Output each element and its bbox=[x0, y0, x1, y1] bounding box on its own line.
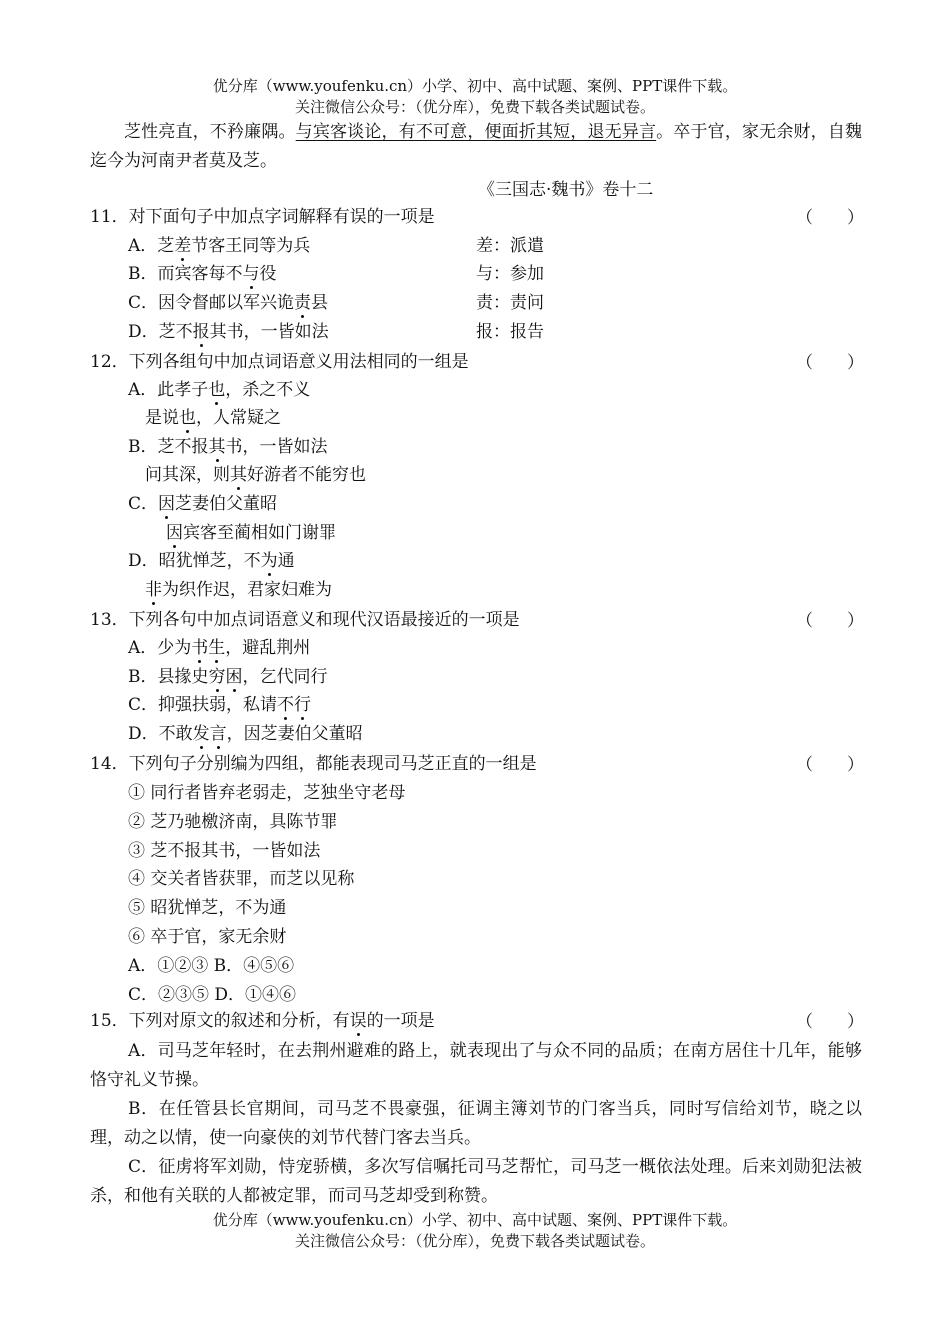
emphasis-dot-char: 困 bbox=[225, 667, 243, 687]
q13-answer-paren: （ ） bbox=[796, 611, 864, 631]
footer-line-2: 关注微信公众号：（优分库），免费下载各类试题试卷。 bbox=[294, 1232, 655, 1250]
page-footer bbox=[0, 1210, 950, 1252]
emphasis-dot-char: 非 bbox=[145, 580, 162, 600]
q13-option-d: D．不敢发言，因芝妻伯父董昭 bbox=[128, 724, 363, 744]
q14-item-6: ⑥ 卒于官，家无余财 bbox=[128, 927, 287, 947]
q12-option-d1: D．昭犹惮芝，不为通 bbox=[128, 551, 295, 571]
emphasis-dot-char: 也 bbox=[208, 380, 226, 400]
page-header bbox=[0, 76, 950, 118]
emphasis-dot-char: 也 bbox=[179, 408, 196, 428]
q15-stem: 15．下列对原文的叙述和分析，有误的一项是 bbox=[90, 1011, 435, 1031]
emphasis-dot-char: 发 bbox=[192, 724, 210, 744]
q12-option-c2: 因宾客至蔺相如门谢罪 bbox=[166, 523, 336, 543]
q14-item-3: ③ 芝不报其书，一皆如法 bbox=[128, 841, 321, 861]
emphasis-dot-char: 不 bbox=[277, 695, 295, 715]
emphasis-dot-char: 生 bbox=[208, 638, 226, 658]
header-line-2: 关注微信公众号：（优分库），免费下载各类试题试卷。 bbox=[294, 98, 655, 116]
q14-item-5: ⑤ 昭犹惮芝，不为通 bbox=[128, 898, 287, 918]
q14-choices-cd: C．②③⑤ D．①④⑥ bbox=[128, 985, 297, 1005]
emphasis-dot-char: 书 bbox=[191, 638, 209, 658]
q12-option-d2: 非为织作迟，君家妇难为 bbox=[145, 580, 332, 600]
emphasis-dot-char: 其 bbox=[208, 437, 226, 457]
q12-stem: 12．下列各组句中加点词语意义用法相同的一组是 bbox=[90, 352, 469, 372]
q11-gloss-b: 与：参加 bbox=[476, 264, 544, 284]
q11-option-a: A．芝差节客王同等为兵 bbox=[128, 236, 311, 256]
q12-option-c1: C．因芝妻伯父董昭 bbox=[128, 494, 278, 514]
emphasis-dot-char: 报 bbox=[192, 322, 210, 342]
q12-option-a2: 是说也，人常疑之 bbox=[145, 408, 281, 428]
passage-source: 《三国志·魏书》卷十二 bbox=[478, 180, 654, 200]
emphasis-dot-char: 责 bbox=[294, 293, 312, 313]
q15-option-c: C．征虏将军刘勋，恃宠骄横，多次写信嘱托司马芝帮忙，司马芝一概依法处理。后来刘勋犯法被杀，和他有关联的人都被定罪，而司马芝却受到称赞。 bbox=[90, 1157, 862, 1206]
q11-gloss-d: 报：报告 bbox=[476, 322, 544, 342]
q11-gloss-a: 差：派遣 bbox=[476, 236, 544, 256]
q11-option-c: C．因令督邮以军兴诡责县 bbox=[128, 293, 329, 313]
q11-gloss-c: 责：责问 bbox=[476, 293, 544, 313]
passage-lead: 芝性亮直，不矜廉隅。 bbox=[124, 122, 296, 142]
passage-paragraph bbox=[90, 118, 862, 176]
q13-option-c: C．抑强扶弱，私请不行 bbox=[128, 695, 312, 715]
passage-tail: 。卒于官，家无余财，自魏迄今为河南尹者莫及芝。 bbox=[90, 122, 863, 171]
q14-choices-ab: A．①②③ B．④⑤⑥ bbox=[128, 956, 295, 976]
q12-option-b1: B．芝不报其书，一皆如法 bbox=[128, 437, 328, 457]
q13-option-a: A．少为书生，避乱荆州 bbox=[128, 638, 311, 658]
q12-option-b2: 问其深，则其好游者不能穷也 bbox=[145, 465, 366, 485]
passage-underlined-sentence: 与宾客谈论，有不可意，便面折其短，退无异言 bbox=[295, 122, 657, 142]
emphasis-dot-char: 言 bbox=[209, 724, 227, 744]
q15-answer-paren: （ ） bbox=[796, 1012, 864, 1032]
q15-option-a: A．司马芝年轻时，在去荆州避难的路上，就表现出了与众不同的品质；在南方居住十几年，能够恪守礼义节操。 bbox=[90, 1041, 862, 1090]
header-line-1: 优分库（www.youfenku.cn）小学、初中、高中试题、案例、PPT课件下载。 bbox=[212, 77, 738, 95]
emphasis-dot-char: 穷 bbox=[208, 667, 226, 687]
q14-stem: 14．下列句子分别编为四组，都能表现司马芝正直的一组是 bbox=[90, 754, 537, 774]
q14-item-2: ② 芝乃驰檄济南，具陈节罪 bbox=[128, 812, 338, 832]
emphasis-dot-char: 其 bbox=[230, 465, 247, 485]
emphasis-dot-char: 为 bbox=[260, 551, 278, 571]
q13-stem: 13．下列各句中加点词语意义和现代汉语最接近的一项是 bbox=[90, 610, 520, 630]
emphasis-dot-char: 因 bbox=[158, 494, 176, 514]
emphasis-dot-char: 差 bbox=[174, 236, 192, 256]
q13-option-b: B．县掾史穷困，乞代同行 bbox=[128, 667, 328, 687]
q11-stem: 11．对下面句子中加点字词解释有误的一项是 bbox=[90, 207, 435, 227]
q11-answer-paren: （ ） bbox=[796, 208, 864, 228]
q11-option-d: D．芝不报其书，一皆如法 bbox=[128, 322, 329, 342]
q12-answer-paren: （ ） bbox=[796, 353, 864, 373]
emphasis-dot-char: 误 bbox=[349, 1011, 367, 1031]
q11-option-b: B．而宾客每不与役 bbox=[128, 264, 277, 284]
q15-option-b: B．在任管县长官期间，司马芝不畏豪强，征调主簿刘节的门客当兵，同时写信给刘节，晓之以理，动之以情，使一向豪侠的刘节代替门客去当兵。 bbox=[90, 1099, 862, 1148]
q14-answer-paren: （ ） bbox=[796, 755, 864, 775]
q12-option-a1: A．此孝子也，杀之不义 bbox=[128, 380, 311, 400]
emphasis-dot-char: 与 bbox=[242, 264, 260, 284]
footer-line-1: 优分库（www.youfenku.cn）小学、初中、高中试题、案例、PPT课件下载。 bbox=[212, 1211, 738, 1229]
emphasis-dot-char: 行 bbox=[294, 695, 312, 715]
q14-item-4: ④ 交关者皆获罪，而芝以见称 bbox=[128, 869, 355, 889]
emphasis-dot-char: 因 bbox=[166, 523, 183, 543]
q14-item-1: ① 同行者皆弃老弱走，芝独坐守老母 bbox=[128, 783, 406, 803]
